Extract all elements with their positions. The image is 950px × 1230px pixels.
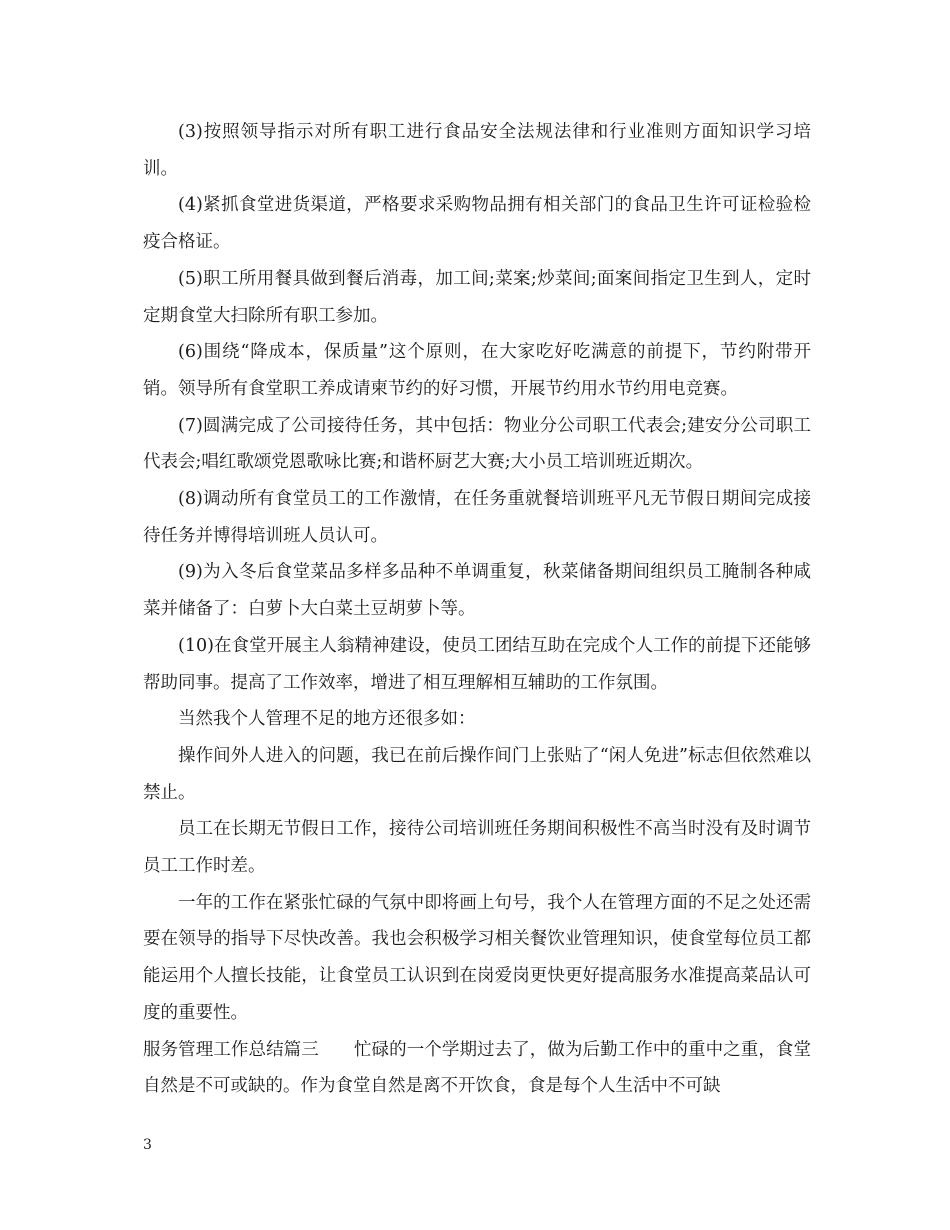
paragraph-item-7: (7)圆满完成了公司接待任务，其中包括：物业分公司职工代表会;建安分公司职工代表会;唱红歌颂党恩歌咏比赛;和谐杯厨艺大赛;大小员工培训班近期次。 (143, 415, 811, 473)
paragraph-item-8: (8)调动所有食堂员工的工作激情，在任务重就餐培训班平凡无节假日期间完成接待任务并博得培训班人员认可。 (143, 489, 811, 546)
paragraph-item-4: (4)紧抓食堂进货渠道，严格要求采购物品拥有相关部门的食品卫生许可证检验检疫合格证。 (143, 195, 811, 253)
paragraph-section-three: 服务管理工作总结篇三 忙碌的一个学期过去了，做为后勤工作中的重中之重，食堂自然是不可或缺的。作为食堂自然是离不开饮食，食是每个人生活中不可缺 (143, 1039, 811, 1097)
paragraph-item-3: (3)按照领导指示对所有职工进行食品安全法规法律和行业准则方面知识学习培训。 (143, 122, 811, 179)
paragraph-item-9: (9)为入冬后食堂菜品多样多品种不单调重复，秋菜储备期间组织员工腌制各种咸菜并储备了：白萝卜大白菜土豆胡萝卜等。 (143, 562, 811, 620)
paragraph-shortcoming-entry: 操作间外人进入的问题，我已在前后操作间门上张贴了“闲人免进”标志但依然难以禁止。 (143, 745, 811, 803)
paragraph-shortcoming-staff: 员工在长期无节假日工作，接待公司培训班任务期间积极性不高当时没有及时调节员工工作时差。 (143, 819, 811, 877)
paragraph-item-10: (10)在食堂开展主人翁精神建设，使员工团结互助在完成个人工作的前提下还能够帮助同事。提高了工作效率，增进了相互理解相互辅助的工作氛围。 (143, 635, 811, 693)
page-number: 3 (143, 1137, 152, 1153)
paragraph-conclusion: 一年的工作在紧张忙碌的气氛中即将画上句号，我个人在管理方面的不足之处还需要在领导的指导下尽快改善。我也会积极学习相关餐饮业管理知识，使食堂每位员工都能运用个人擅长技能，让食堂员工认识到在岗爱岗更快更好提高服务水准提高菜品认可度的重要性。 (143, 892, 811, 1023)
document-body (143, 114, 811, 1105)
paragraph-item-6: (6)围绕“降成本，保质量”这个原则，在大家吃好吃满意的前提下，节约附带开销。领导所有食堂职工养成请柬节约的好习惯，开展节约用水节约用电竞赛。 (143, 342, 811, 399)
paragraph-item-5: (5)职工所用餐具做到餐后消毒，加工间;菜案;炒菜间;面案间指定卫生到人，定时定期食堂大扫除所有职工参加。 (143, 268, 811, 326)
paragraph-shortcomings-intro: 当然我个人管理不足的地方还很多如： (178, 709, 476, 730)
